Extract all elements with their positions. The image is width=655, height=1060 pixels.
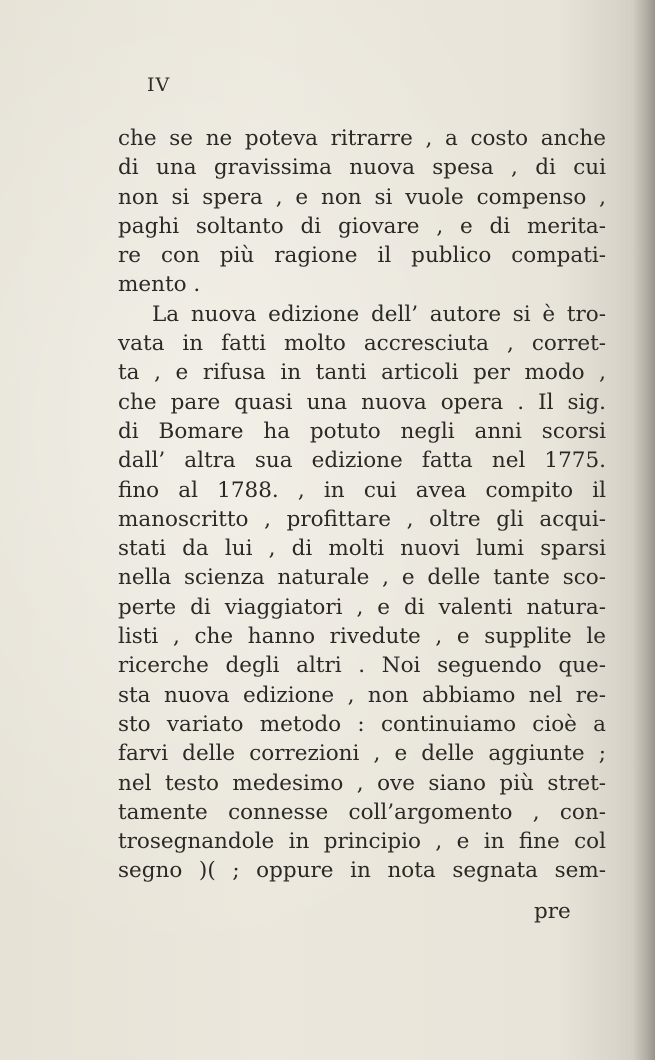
body-text <box>118 124 606 886</box>
text-line: vata in fatti molto accresciuta , corret- <box>118 331 606 357</box>
text-line: farvi delle correzioni , e delle aggiunte ; <box>118 741 606 767</box>
text-line: che se ne poteva ritrarre , a costo anche <box>118 126 606 151</box>
page-edge-shadow <box>633 0 655 1060</box>
text-line: di una gravissima nuova spesa , di cui <box>118 155 606 181</box>
text-line: ricerche degli altri . Noi seguendo que- <box>118 653 606 679</box>
text-line: segno )( ; oppure in nota segnata sem- <box>118 858 606 884</box>
text-line: stati da lui , di molti nuovi lumi sparsi <box>118 536 606 562</box>
text-line: La nuova edizione dell’ autore si è tro- <box>152 301 606 327</box>
text-line: re con più ragione il publico compati- <box>118 243 606 269</box>
text-line: tamente connesse coll’argomento , con- <box>118 799 606 825</box>
text-line: paghi soltanto di giovare , e di merita- <box>118 213 606 239</box>
text-line: non si spera , e non si vuole compenso , <box>118 184 606 210</box>
page-number: IV <box>147 74 171 96</box>
text-line: listi , che hanno rivedute , e supplite le <box>118 624 606 650</box>
catchword: pre <box>534 899 571 924</box>
text-line: di Bomare ha potuto negli anni scorsi <box>118 418 606 444</box>
text-line: che pare quasi una nuova opera . Il sig. <box>118 389 606 415</box>
text-line: manoscritto , profittare , oltre gli acqui- <box>118 506 606 532</box>
text-line: perte di viaggiatori , e di valenti natura- <box>118 594 606 620</box>
text-line: nella scienza naturale , e delle tante sco- <box>118 565 606 591</box>
text-line: dall’ altra sua edizione fatta nel 1775. <box>118 448 606 474</box>
text-line: sta nuova edizione , non abbiamo nel re- <box>118 682 606 708</box>
text-line: mento . <box>118 272 201 298</box>
text-line: trosegnandole in principio , e in fine col <box>118 829 606 855</box>
text-line: sto variato metodo : continuiamo cioè a <box>118 711 606 737</box>
text-line: fino al 1788. , in cui avea compito il <box>118 477 606 503</box>
text-line: ta , e rifusa in tanti articoli per modo , <box>118 360 606 386</box>
text-line: nel testo medesimo , ove siano più stret- <box>118 770 606 796</box>
